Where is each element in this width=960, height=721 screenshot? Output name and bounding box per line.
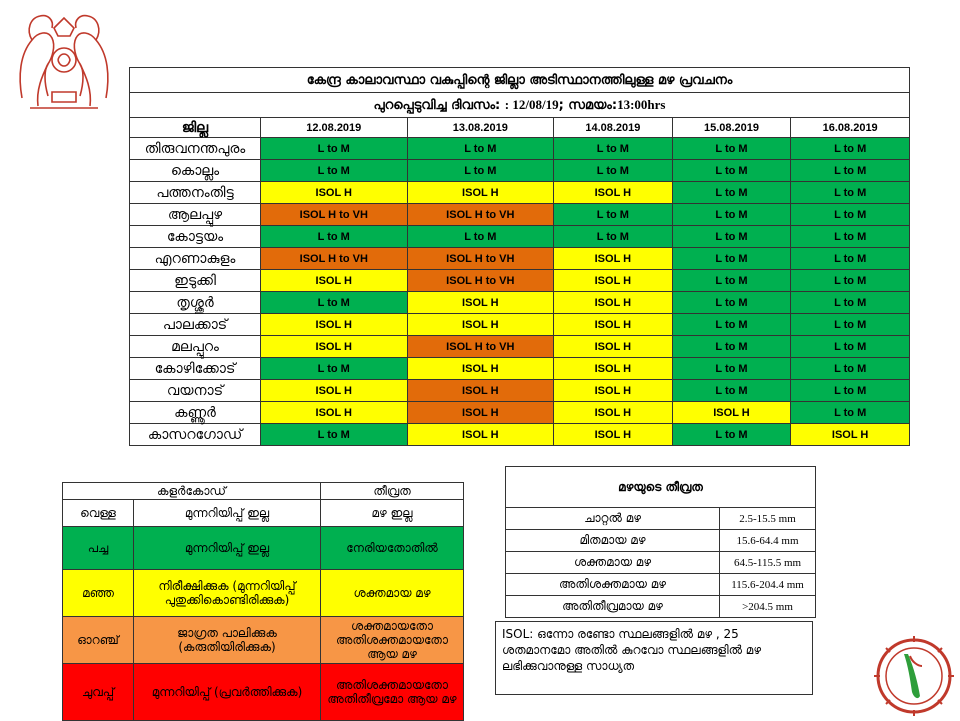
forecast-cell: ISOL H: [261, 314, 408, 336]
forecast-cell: ISOL H: [407, 358, 554, 380]
issued-label: പുറപ്പെടുവിച്ച ദിവസം:: [373, 98, 501, 113]
forecast-cell: L to M: [261, 160, 408, 182]
forecast-cell: L to M: [554, 138, 673, 160]
forecast-cell: L to M: [672, 226, 791, 248]
district-row: [130, 270, 910, 292]
forecast-cell: ISOL H to VH: [261, 248, 408, 270]
forecast-cell: L to M: [261, 424, 408, 446]
intensity-range: 115.6-204.4 mm: [720, 574, 816, 596]
forecast-cell: ISOL H: [407, 182, 554, 204]
forecast-cell: L to M: [791, 204, 910, 226]
district-row: [130, 138, 910, 160]
forecast-cell: L to M: [672, 270, 791, 292]
district-name: പാലക്കാട്: [130, 314, 261, 336]
forecast-cell: ISOL H: [554, 182, 673, 204]
legend-header-colour: കളർകോഡ്: [63, 483, 321, 500]
forecast-cell: L to M: [554, 204, 673, 226]
forecast-cell: L to M: [672, 314, 791, 336]
district-row: [130, 292, 910, 314]
intensity-row: [506, 508, 816, 530]
intensity-row: [506, 530, 816, 552]
forecast-cell: ISOL H to VH: [407, 336, 554, 358]
district-name: തൃശ്ശൂർ: [130, 292, 261, 314]
date-header: 13.08.2019: [407, 118, 554, 138]
intensity-label: ചാറ്റൽ മഴ: [506, 508, 720, 530]
forecast-cell: ISOL H: [407, 314, 554, 336]
forecast-cell: ISOL H: [407, 402, 554, 424]
forecast-cell: L to M: [672, 182, 791, 204]
district-name: പത്തനംതിട്ട: [130, 182, 261, 204]
district-name: കോഴിക്കോട്: [130, 358, 261, 380]
district-name: കോട്ടയം: [130, 226, 261, 248]
disaster-management-authority-logo-icon: [874, 636, 954, 716]
district-name: കാസറഗോഡ്: [130, 424, 261, 446]
forecast-cell: ISOL H: [261, 182, 408, 204]
legend-colour-name: പച്ച: [63, 527, 134, 570]
forecast-cell: ISOL H: [554, 292, 673, 314]
forecast-cell: L to M: [672, 292, 791, 314]
colour-code-table: [62, 482, 464, 721]
legend-meaning: നിരീക്ഷിക്കുക (മുന്നറിയിപ്പ് പുതുക്കികൊണ്ടിരിക്കുക): [134, 570, 321, 617]
forecast-cell: L to M: [554, 226, 673, 248]
intensity-row: [506, 552, 816, 574]
forecast-cell: L to M: [261, 358, 408, 380]
forecast-title: കേന്ദ്ര കാലാവസ്ഥാ വകുപ്പിന്റെ ജില്ലാ അടിസ്ഥാനത്തിലുള്ള മഴ പ്രവചനം: [130, 68, 910, 93]
district-row: [130, 182, 910, 204]
forecast-cell: L to M: [791, 292, 910, 314]
isol-note: ISOL: ഒന്നോ രണ്ടോ സ്ഥലങ്ങളിൽ മഴ , 25 ശതമാനമോ അതിൽ കുറവോ സ്ഥലങ്ങളിൽ മഴ ലഭിക്കുവാനുള്ള സാധ്യത: [495, 621, 813, 695]
forecast-cell: L to M: [261, 292, 408, 314]
forecast-cell: L to M: [672, 160, 791, 182]
forecast-rows: [130, 138, 910, 446]
forecast-cell: ISOL H to VH: [261, 204, 408, 226]
forecast-cell: L to M: [791, 160, 910, 182]
district-row: [130, 358, 910, 380]
legend-colour-name: ഓറഞ്ച്: [63, 617, 134, 664]
legend-meaning: ജാഗ്രത പാലിക്കുക (കരുതിയിരിക്കുക): [134, 617, 321, 664]
rain-intensity-table: [505, 466, 816, 618]
forecast-cell: L to M: [672, 380, 791, 402]
forecast-cell: ISOL H: [261, 336, 408, 358]
district-name: കണ്ണൂർ: [130, 402, 261, 424]
district-name: മലപ്പുറം: [130, 336, 261, 358]
forecast-cell: L to M: [672, 204, 791, 226]
forecast-cell: L to M: [261, 138, 408, 160]
forecast-cell: L to M: [672, 336, 791, 358]
district-row: [130, 160, 910, 182]
forecast-cell: L to M: [554, 160, 673, 182]
district-name: ഇടുക്കി: [130, 270, 261, 292]
forecast-cell: L to M: [791, 226, 910, 248]
intensity-range: 2.5-15.5 mm: [720, 508, 816, 530]
date-header: 14.08.2019: [554, 118, 673, 138]
date-header: 16.08.2019: [791, 118, 910, 138]
district-row: [130, 336, 910, 358]
forecast-cell: L to M: [407, 226, 554, 248]
intensity-label: മിതമായ മഴ: [506, 530, 720, 552]
legend-meaning: മുന്നറിയിപ്പ് ഇല്ല: [134, 500, 321, 527]
legend-row: [63, 500, 464, 527]
forecast-cell: ISOL H: [554, 336, 673, 358]
forecast-cell: ISOL H to VH: [407, 248, 554, 270]
forecast-cell: ISOL H: [554, 270, 673, 292]
forecast-cell: L to M: [407, 160, 554, 182]
legend-colour-name: വെള്ള: [63, 500, 134, 527]
forecast-cell: ISOL H: [554, 358, 673, 380]
legend-colour-name: ചുവപ്പ്: [63, 664, 134, 721]
forecast-cell: ISOL H: [261, 402, 408, 424]
forecast-cell: L to M: [407, 138, 554, 160]
intensity-label: അതിതീവ്രമായ മഴ: [506, 596, 720, 618]
intensity-range: 64.5-115.5 mm: [720, 552, 816, 574]
forecast-cell: L to M: [672, 248, 791, 270]
forecast-cell: ISOL H to VH: [407, 270, 554, 292]
forecast-cell: ISOL H: [407, 380, 554, 402]
kerala-government-emblem-icon: [8, 6, 120, 118]
legend-intensity: ശക്തമായതോ അതിശക്തമായതോ ആയ മഴ: [321, 617, 464, 664]
district-row: [130, 248, 910, 270]
forecast-cell: ISOL H: [407, 424, 554, 446]
forecast-cell: L to M: [791, 270, 910, 292]
district-row: [130, 204, 910, 226]
district-name: വയനാട്: [130, 380, 261, 402]
district-name: എറണാകുളം: [130, 248, 261, 270]
forecast-cell: ISOL H: [261, 270, 408, 292]
legend-intensity: നേരിയതോതിൽ: [321, 527, 464, 570]
time-label: ; സമയം:: [558, 98, 618, 113]
legend-header-intensity: തീവ്രത: [321, 483, 464, 500]
forecast-cell: L to M: [791, 380, 910, 402]
legend-row: [63, 570, 464, 617]
forecast-cell: L to M: [791, 182, 910, 204]
legend-row: [63, 664, 464, 721]
legend-intensity: അതിശക്തമായതോ അതിതീവ്രമോ ആയ മഴ: [321, 664, 464, 721]
district-forecast-table: [129, 67, 910, 446]
forecast-cell: L to M: [791, 336, 910, 358]
district-row: [130, 380, 910, 402]
intensity-range: 15.6-64.4 mm: [720, 530, 816, 552]
district-row: [130, 424, 910, 446]
forecast-cell: ISOL H: [554, 380, 673, 402]
legend-intensity: മഴ ഇല്ല: [321, 500, 464, 527]
district-row: [130, 314, 910, 336]
forecast-cell: ISOL H: [554, 248, 673, 270]
time-value: 13:00hrs: [617, 97, 666, 112]
forecast-cell: ISOL H: [791, 424, 910, 446]
forecast-cell: ISOL H to VH: [407, 204, 554, 226]
district-row: [130, 226, 910, 248]
forecast-cell: L to M: [791, 358, 910, 380]
issue-info: [130, 93, 910, 118]
forecast-cell: ISOL H: [672, 402, 791, 424]
district-name: കൊല്ലം: [130, 160, 261, 182]
forecast-cell: L to M: [672, 358, 791, 380]
intensity-range: >204.5 mm: [720, 596, 816, 618]
rain-intensity-title: മഴയുടെ തീവ്രത: [506, 467, 816, 508]
forecast-cell: L to M: [791, 314, 910, 336]
forecast-cell: ISOL H: [554, 314, 673, 336]
forecast-cell: L to M: [791, 402, 910, 424]
forecast-cell: ISOL H: [261, 380, 408, 402]
district-row: [130, 402, 910, 424]
issued-date: : 12/08/19: [504, 97, 559, 112]
legend-colour-name: മഞ്ഞ: [63, 570, 134, 617]
forecast-cell: ISOL H: [554, 424, 673, 446]
forecast-cell: ISOL H: [554, 402, 673, 424]
date-header: 15.08.2019: [672, 118, 791, 138]
forecast-cell: L to M: [672, 424, 791, 446]
intensity-label: അതിശക്തമായ മഴ: [506, 574, 720, 596]
district-name: തിരുവനന്തപുരം: [130, 138, 261, 160]
intensity-row: [506, 574, 816, 596]
district-name: ആലപ്പുഴ: [130, 204, 261, 226]
intensity-label: ശക്തമായ മഴ: [506, 552, 720, 574]
legend-meaning: മുന്നറിയിപ്പ് (പ്രവർത്തിക്കുക): [134, 664, 321, 721]
forecast-cell: ISOL H: [407, 292, 554, 314]
forecast-cell: L to M: [261, 226, 408, 248]
legend-intensity: ശക്തമായ മഴ: [321, 570, 464, 617]
legend-row: [63, 617, 464, 664]
legend-row: [63, 527, 464, 570]
district-column-header: ജില്ല: [130, 118, 261, 138]
intensity-row: [506, 596, 816, 618]
date-header: 12.08.2019: [261, 118, 408, 138]
forecast-cell: L to M: [672, 138, 791, 160]
legend-meaning: മുന്നറിയിപ്പ് ഇല്ല: [134, 527, 321, 570]
forecast-cell: L to M: [791, 248, 910, 270]
forecast-cell: L to M: [791, 138, 910, 160]
